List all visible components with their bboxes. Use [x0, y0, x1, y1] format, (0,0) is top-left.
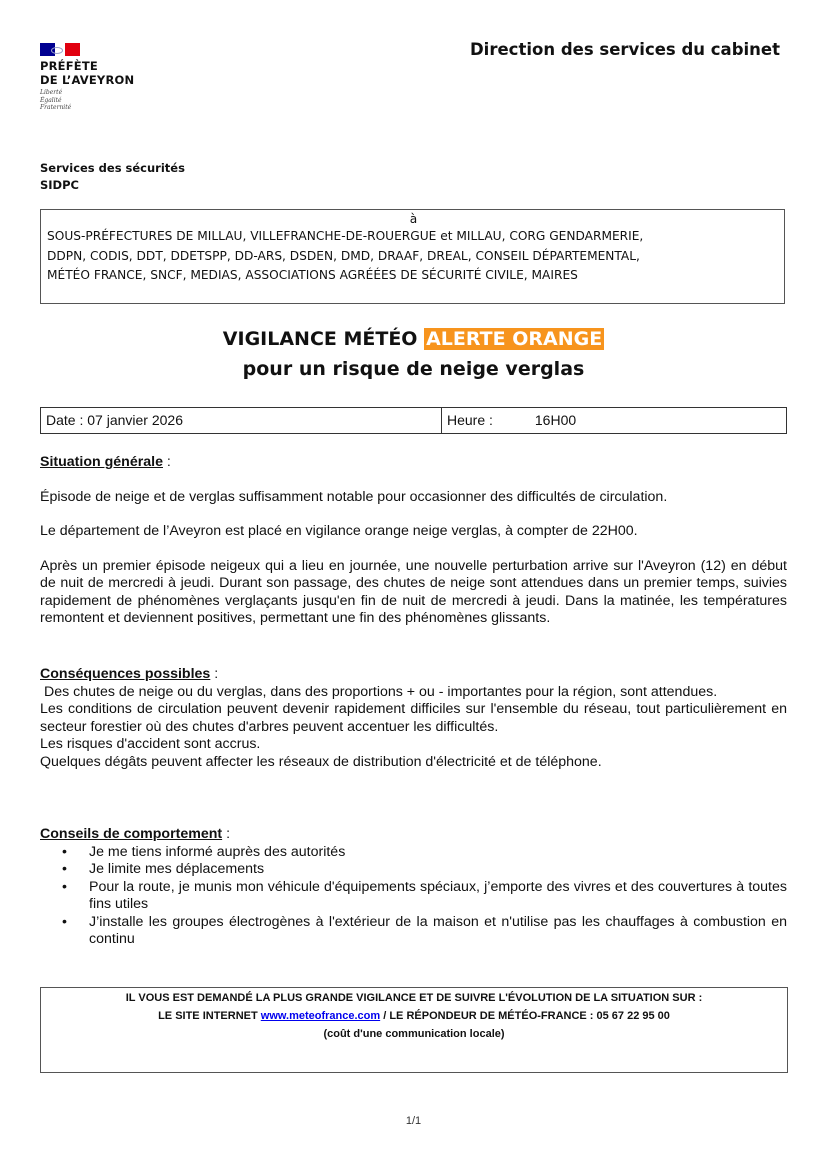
advice-list [40, 844, 787, 949]
situation-paragraph: Après un premier épisode neigeux qui a lieu en journée, une nouvelle perturbation arrive sur l'Aveyron (12) en début de nuit de mercredi à jeudi. Durant son passage, des chutes de neige sont attendues dans un premier temps, suivies rapidement de phénomènes verglaçants jusqu'en fin de nuit de mercredi à jeudi. Dans la matinée, les températures remontent et deviennent positives, permettant une fin des phénomènes glissants. [40, 557, 787, 626]
vigilance-notice-box [40, 987, 788, 1073]
page-number: 1/1 [405, 1115, 422, 1127]
consequences-section [40, 666, 787, 771]
date-cell [41, 408, 442, 433]
advice-item: • Je limite mes déplacements [40, 861, 787, 879]
recipients-line: DDPN, CODIS, DDT, DDETSPP, DD-ARS, DSDEN, DMD, DRAAF, DREAL, CONSEIL DÉPARTEMENTAL, [47, 248, 640, 263]
sender-block [40, 160, 185, 194]
advice-item: • Pour la route, je munis mon véhicule d'équipements spéciaux, j’emporte des vivres et des couvertures à toutes fins utiles [40, 879, 787, 914]
section-heading-situation: Situation générale [40, 454, 163, 470]
date-value: 07 janvier 2026 [87, 412, 183, 428]
title-prefix: VIGILANCE MÉTÉO [222, 328, 418, 350]
notice-phone: / LE RÉPONDEUR DE MÉTÉO-FRANCE : 05 67 22 95 00 [380, 1010, 670, 1022]
marianne-flag-icon [40, 43, 80, 56]
prefecture-logo [40, 43, 160, 112]
alert-subtitle: pour un risque de neige verglas [242, 358, 585, 380]
situation-paragraph: Épisode de neige et de verglas suffisamment notable pour occasionner des difficultés de circulation. [40, 488, 668, 505]
direction-heading: Direction des services du cabinet [469, 40, 780, 59]
sender-unit: SIDPC [40, 178, 79, 192]
recipients-line: SOUS-PRÉFECTURES DE MILLAU, VILLEFRANCHE-DE-ROUERGUE et MILLAU, CORG GENDARMERIE, [47, 229, 644, 243]
time-cell [442, 408, 786, 433]
alert-level-badge: ALERTE ORANGE [426, 328, 603, 350]
recipients-line: MÉTÉO FRANCE, SNCF, MEDIAS, ASSOCIATIONS AGRÉÉES DE SÉCURITÉ CIVILE, MAIRES [47, 268, 578, 282]
advice-section [40, 826, 787, 949]
recipients-box [40, 209, 785, 304]
notice-line2 [41, 1007, 787, 1025]
heading-suffix: : [210, 666, 219, 682]
date-label: Date : [46, 412, 84, 428]
motto-egalite: Égalité [40, 96, 62, 104]
sender-service: Services des sécurités [40, 161, 185, 175]
logo-title-line2: DE L’AVEYRON [40, 73, 135, 87]
time-value: 16H00 [534, 412, 577, 428]
section-heading-consequences: Conséquences possibles [40, 666, 211, 682]
logo-title [40, 59, 160, 87]
situation-paragraph: Le département de l’Aveyron est placé en vigilance orange neige verglas, à compter de 22H00. [40, 523, 638, 539]
meteofrance-link[interactable]: www.meteofrance.com [260, 1010, 381, 1022]
republic-motto [40, 89, 160, 112]
notice-line3: (coût d'une communication locale) [323, 1028, 505, 1040]
notice-website-label: LE SITE INTERNET [158, 1010, 261, 1022]
recipients-prefix: à [409, 212, 418, 226]
motto-liberte: Liberté [40, 89, 63, 96]
time-label: Heure : [447, 412, 493, 428]
logo-title-line1: PRÉFÈTE [40, 59, 98, 73]
consequence-line: Les risques d'accident sont accrus. [40, 736, 261, 752]
motto-fraternite: Fraternité [40, 104, 72, 111]
advice-item: • Je me tiens informé auprès des autorités [40, 844, 787, 862]
heading-suffix: : [222, 826, 231, 842]
situation-section [40, 454, 787, 628]
date-time-table [40, 407, 787, 434]
consequence-line: Les conditions de circulation peuvent devenir rapidement difficiles sur l'ensemble du réseau, tout particulièrement en secteur forestier où des chutes d'arbres peuvent accentuer les difficultés. [40, 701, 787, 735]
consequence-line: Quelques dégâts peuvent affecter les réseaux de distribution d'électricité et de téléphone. [40, 753, 602, 770]
alert-title [0, 324, 827, 384]
notice-line1: IL VOUS EST DEMANDÉ LA PLUS GRANDE VIGILANCE ET DE SUIVRE L'ÉVOLUTION DE LA SITUATION SUR : [125, 992, 703, 1004]
advice-item: • J’installe les groupes électrogènes à l'extérieur de la maison et n'utilise pas les chauffages à combustion en continu [40, 914, 787, 949]
consequence-line: Des chutes de neige ou du verglas, dans des proportions + ou - importantes pour la région, sont attendues. [44, 683, 718, 700]
heading-suffix: : [162, 454, 171, 470]
section-heading-advice: Conseils de comportement [40, 826, 223, 842]
